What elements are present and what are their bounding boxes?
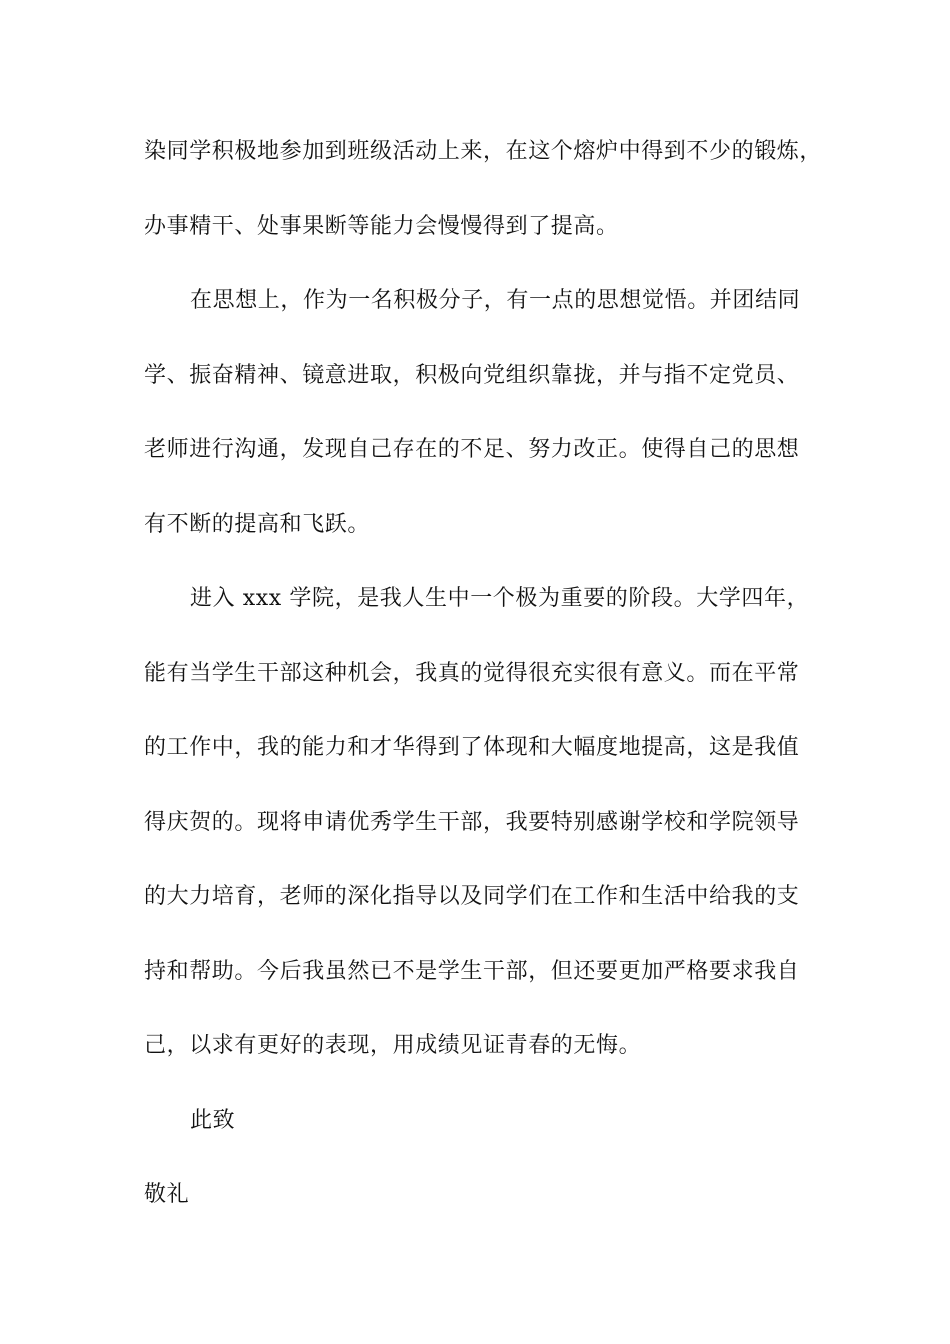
text-line-4: 学、振奋精神、镜意进取，积极向党组织靠拢，并与指不定党员、 [144,363,800,388]
text-line-12: 持和帮助。今后我虽然已不是学生干部，但还要更加严格要求我自 [144,959,800,984]
text-line-5: 老师进行沟通，发现自己存在的不足、努力改正。使得自己的思想 [144,437,800,462]
closing-regards: 敬礼 [144,1182,190,1207]
text-line-7: 进入 xxx 学院，是我人生中一个极为重要的阶段。大学四年， [190,586,810,611]
text-line-3: 在思想上，作为一名积极分子，有一点的思想觉悟。并团结同 [190,288,801,313]
text-line-6: 有不断的提高和飞跃。 [144,512,371,537]
text-line-13: 己，以求有更好的表现，用成绩见证青春的无悔。 [144,1033,642,1058]
closing-salutation: 此致 [190,1108,236,1133]
text-line-10: 得庆贺的。现将申请优秀学生干部，我要特别感谢学校和学院领导 [144,810,800,835]
text-line-11: 的大力培育，老师的深化指导以及同学们在工作和生活中给我的支 [144,884,800,909]
text-line-8: 能有当学生干部这种机会，我真的觉得很充实很有意义。而在平常 [144,661,800,686]
text-line-2: 办事精干、处事果断等能力会慢慢得到了提高。 [144,214,619,239]
text-line-9: 的工作中，我的能力和才华得到了体现和大幅度地提高，这是我值 [144,735,800,760]
text-line-1: 染同学积极地参加到班级活动上来，在这个熔炉中得到不少的锻炼， [144,139,823,164]
